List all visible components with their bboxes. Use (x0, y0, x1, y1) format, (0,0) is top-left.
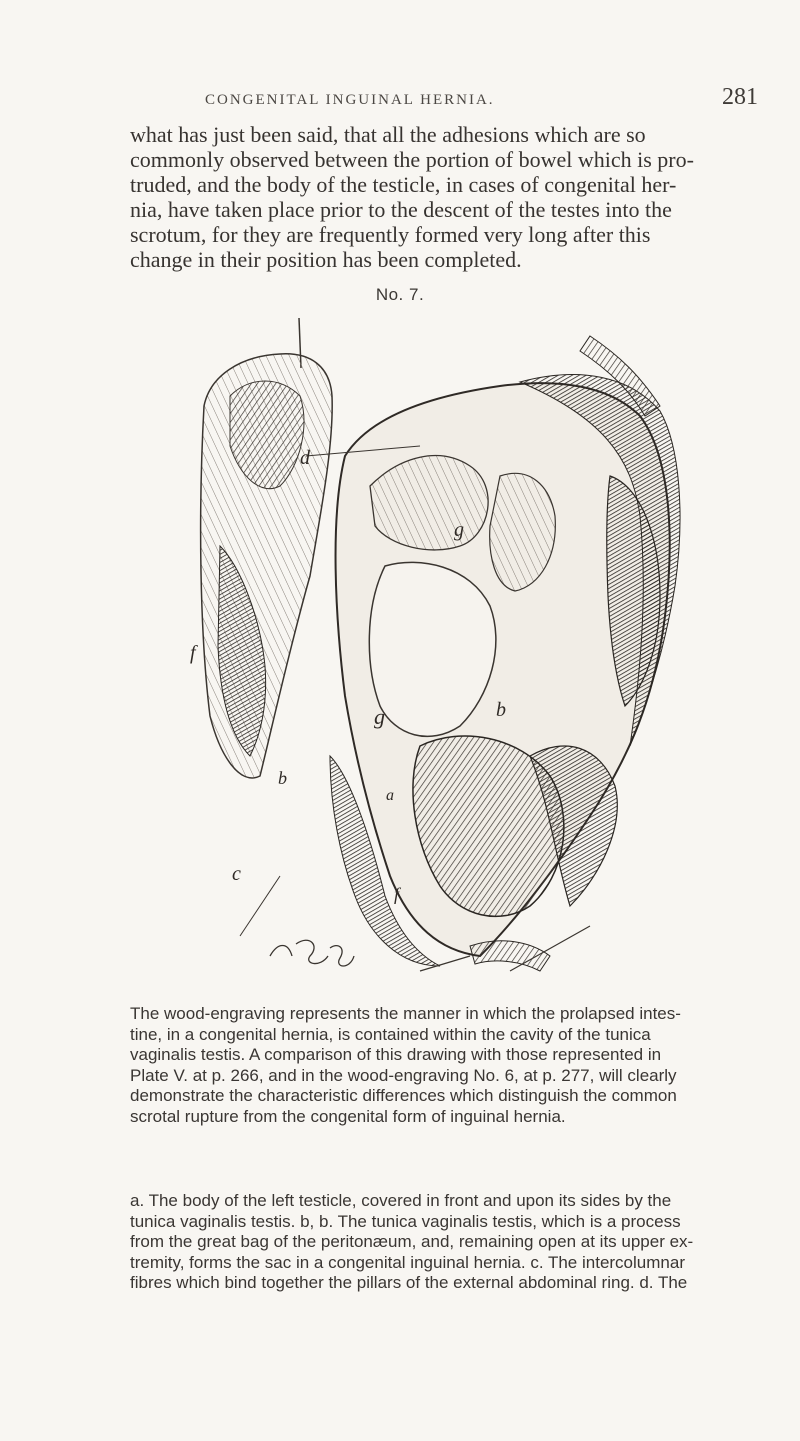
page-number: 281 (722, 84, 758, 110)
label-a: a (386, 787, 394, 804)
intro-paragraph: what has just been said, that all the adhesions which are so commonly observed between the portion of bowel which is pro- truded, and the body of the testicle, in cases of congenital her- nia, have taken place prior to the descent of the testes into the scrotum, for they are frequently formed very long after this change in their position has been completed. (130, 122, 694, 272)
label-d: d (300, 447, 310, 469)
figure-label: No. 7. (375, 285, 425, 304)
label-c: c (232, 863, 241, 885)
label-f-bottom: f (394, 884, 400, 904)
hernia-engraving-illustration (170, 316, 790, 976)
engraver-signature (270, 940, 354, 966)
label-g-mid: g (374, 704, 385, 729)
label-g-top: g (454, 519, 464, 541)
running-head: CONGENITAL INGUINAL HERNIA. (205, 92, 495, 108)
label-f-left: f (190, 642, 196, 664)
label-b-right: b (496, 699, 506, 721)
figure-caption: The wood-engraving represents the manner in which the prolapsed intes- tine, in a congenital hernia, is contained within the cavity of the tunica vaginalis testis. A comparison of this drawing with those represented in Plate V. at p. 266, and in the wood-engraving No. 6, at p. 277, will clearly demonstrate the characteristic differences which distinguish the common scrotal rupture from the congenital form of inguinal hernia. (130, 1004, 681, 1126)
figure-legend: a. The body of the left testicle, covered in front and upon its sides by the tunica vaginalis testis. b, b. The tunica vaginalis testis, which is a process from the great bag of the peritonæum, and, remaining open at its upper ex- tremity, forms the sac in a congenital inguinal hernia. c. The intercolumnar fibres which bind together the pillars of the external abdominal ring. d. The (130, 1191, 694, 1293)
label-b-left: b (278, 768, 287, 788)
engraving-figure (170, 316, 790, 976)
